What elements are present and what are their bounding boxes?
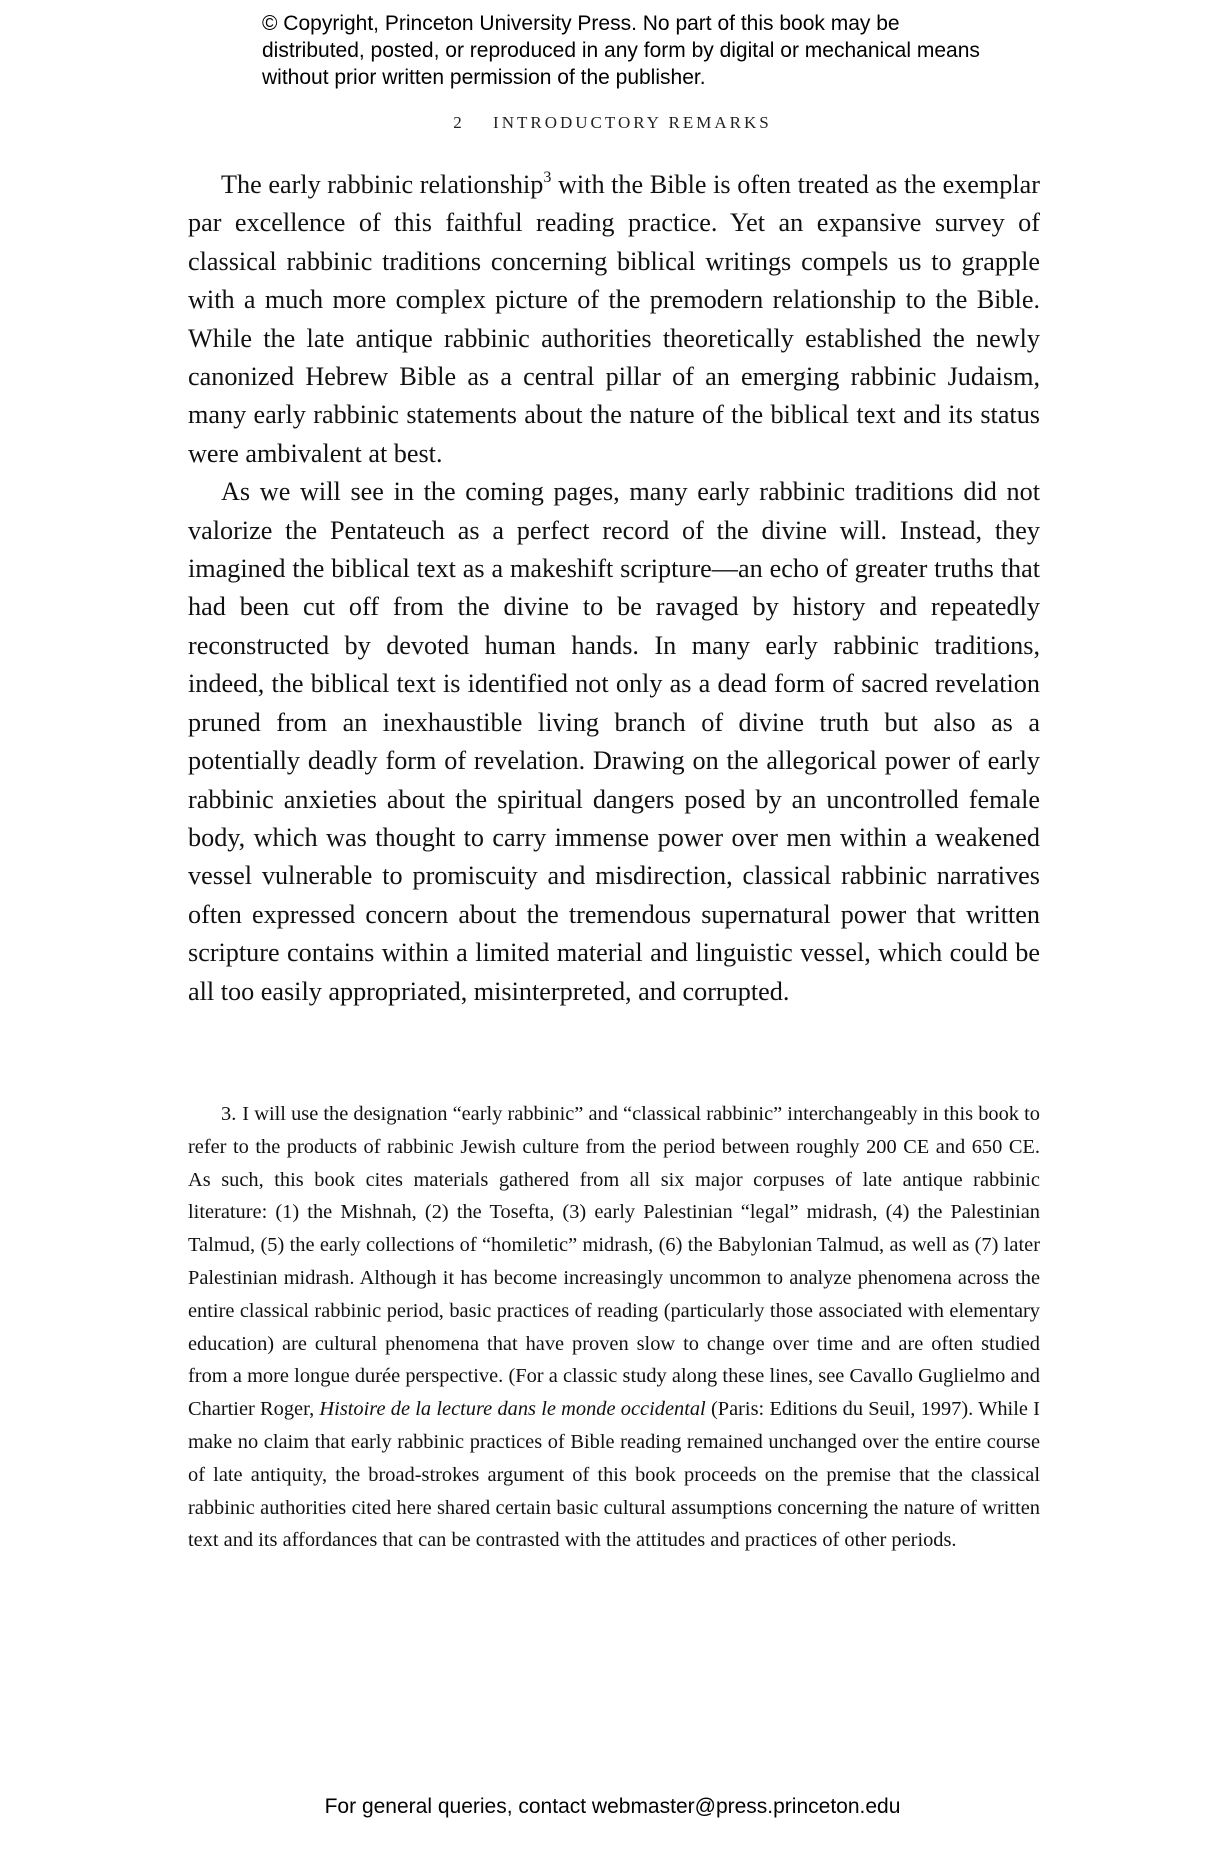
- paragraph-1-rest: with the Bible is often treated as the exemplar par excellence of this faithful reading practice. Yet an expansive survey of classical rabbinic traditions concerning biblical writings compels us to grapple with a much more complex picture of the premodern relationship to the Bible. While the late antique rabbinic authorities theoretically established the newly canonized Hebrew Bible as a central pillar of an emerging rabbinic Judaism, many early rabbinic statements about the nature of the biblical text and its status were ambivalent at best.: [188, 170, 1040, 468]
- paragraph-1-start: The early rabbinic relationship: [221, 170, 544, 199]
- footnote-number: 3.: [221, 1103, 237, 1125]
- footnote-text-start: I will use the designation “early rabbinic” and “classical rabbinic” interchangeably in this book to refer to the products of rabbinic Jewish culture from the period between roughly 200 CE and 650 CE. As such, this book cites materials gathered from all six major corpuses of late antique rabbinic literature: (1) the Mishnah, (2) the Tosefta, (3) early Palestinian “legal” midrash, (4) the Palestinian Talmud, (5) the early collections of “homiletic” midrash, (6) the Babylonian Talmud, as well as (7) later Palestinian midrash. Although it has become increasingly uncommon to analyze phenomena across the entire classical rabbinic period, basic practices of reading (particularly those associated with elementary education) are cultural phenomena that have proven slow to change over time and are often studied from a more longue durée perspective. (For a classic study along these lines, see Cavallo Guglielmo and Chartier Roger,: [188, 1103, 1040, 1421]
- footnote-text-end: (Paris: Editions du Seuil, 1997). While I make no claim that early rabbinic practices of Bible reading remained unchanged over the entire course of late antiquity, the broad-strokes argument of this book proceeds on the premise that the classical rabbinic authorities cited here shared certain basic cultural assumptions concerning the nature of written text and its affordances that can be contrasted with the attitudes and practices of other periods.: [188, 1398, 1040, 1552]
- footnote-3: [188, 1098, 1040, 1557]
- footnote-paragraph: [188, 1098, 1040, 1557]
- paragraph-1: [188, 166, 1040, 473]
- footnote-book-title: Histoire de la lecture dans le monde occidental: [319, 1398, 706, 1421]
- footnote-reference[interactable]: 3: [543, 169, 552, 186]
- page-number: 2: [453, 113, 462, 132]
- running-head: [0, 113, 1225, 133]
- paragraph-2: As we will see in the coming pages, many early rabbinic traditions did not valorize the Pentateuch as a perfect record of the divine will. Instead, they imagined the biblical text as a makeshift scripture—an echo of greater truths that had been cut off from the divine to be ravaged by history and repeatedly reconstructed by devoted human hands. In many early rabbinic traditions, indeed, the biblical text is identified not only as a dead form of sacred revelation pruned from an inexhaustible living branch of divine truth but also as a potentially deadly form of revelation. Drawing on the allegorical power of early rabbinic anxieties about the spiritual dangers posed by an uncontrolled female body, which was thought to carry immense power over men within a weakened vessel vulnerable to promiscuity and misdirection, classical rabbinic narratives often expressed concern about the tremendous supernatural power that written scripture contains within a limited material and linguistic vessel, which could be all too easily appropriated, misinterpreted, and corrupted.: [188, 477, 1040, 1006]
- contact-line: For general queries, contact webmaster@press.princeton.edu: [324, 1795, 901, 1818]
- running-title: INTRODUCTORY REMARKS: [493, 113, 772, 132]
- main-text: [188, 166, 1040, 1011]
- copyright-notice: © Copyright, Princeton University Press. No part of this book may be distributed, posted, or reproduced in any form by digital or mechanical means without prior written permission of the publisher.: [262, 12, 980, 89]
